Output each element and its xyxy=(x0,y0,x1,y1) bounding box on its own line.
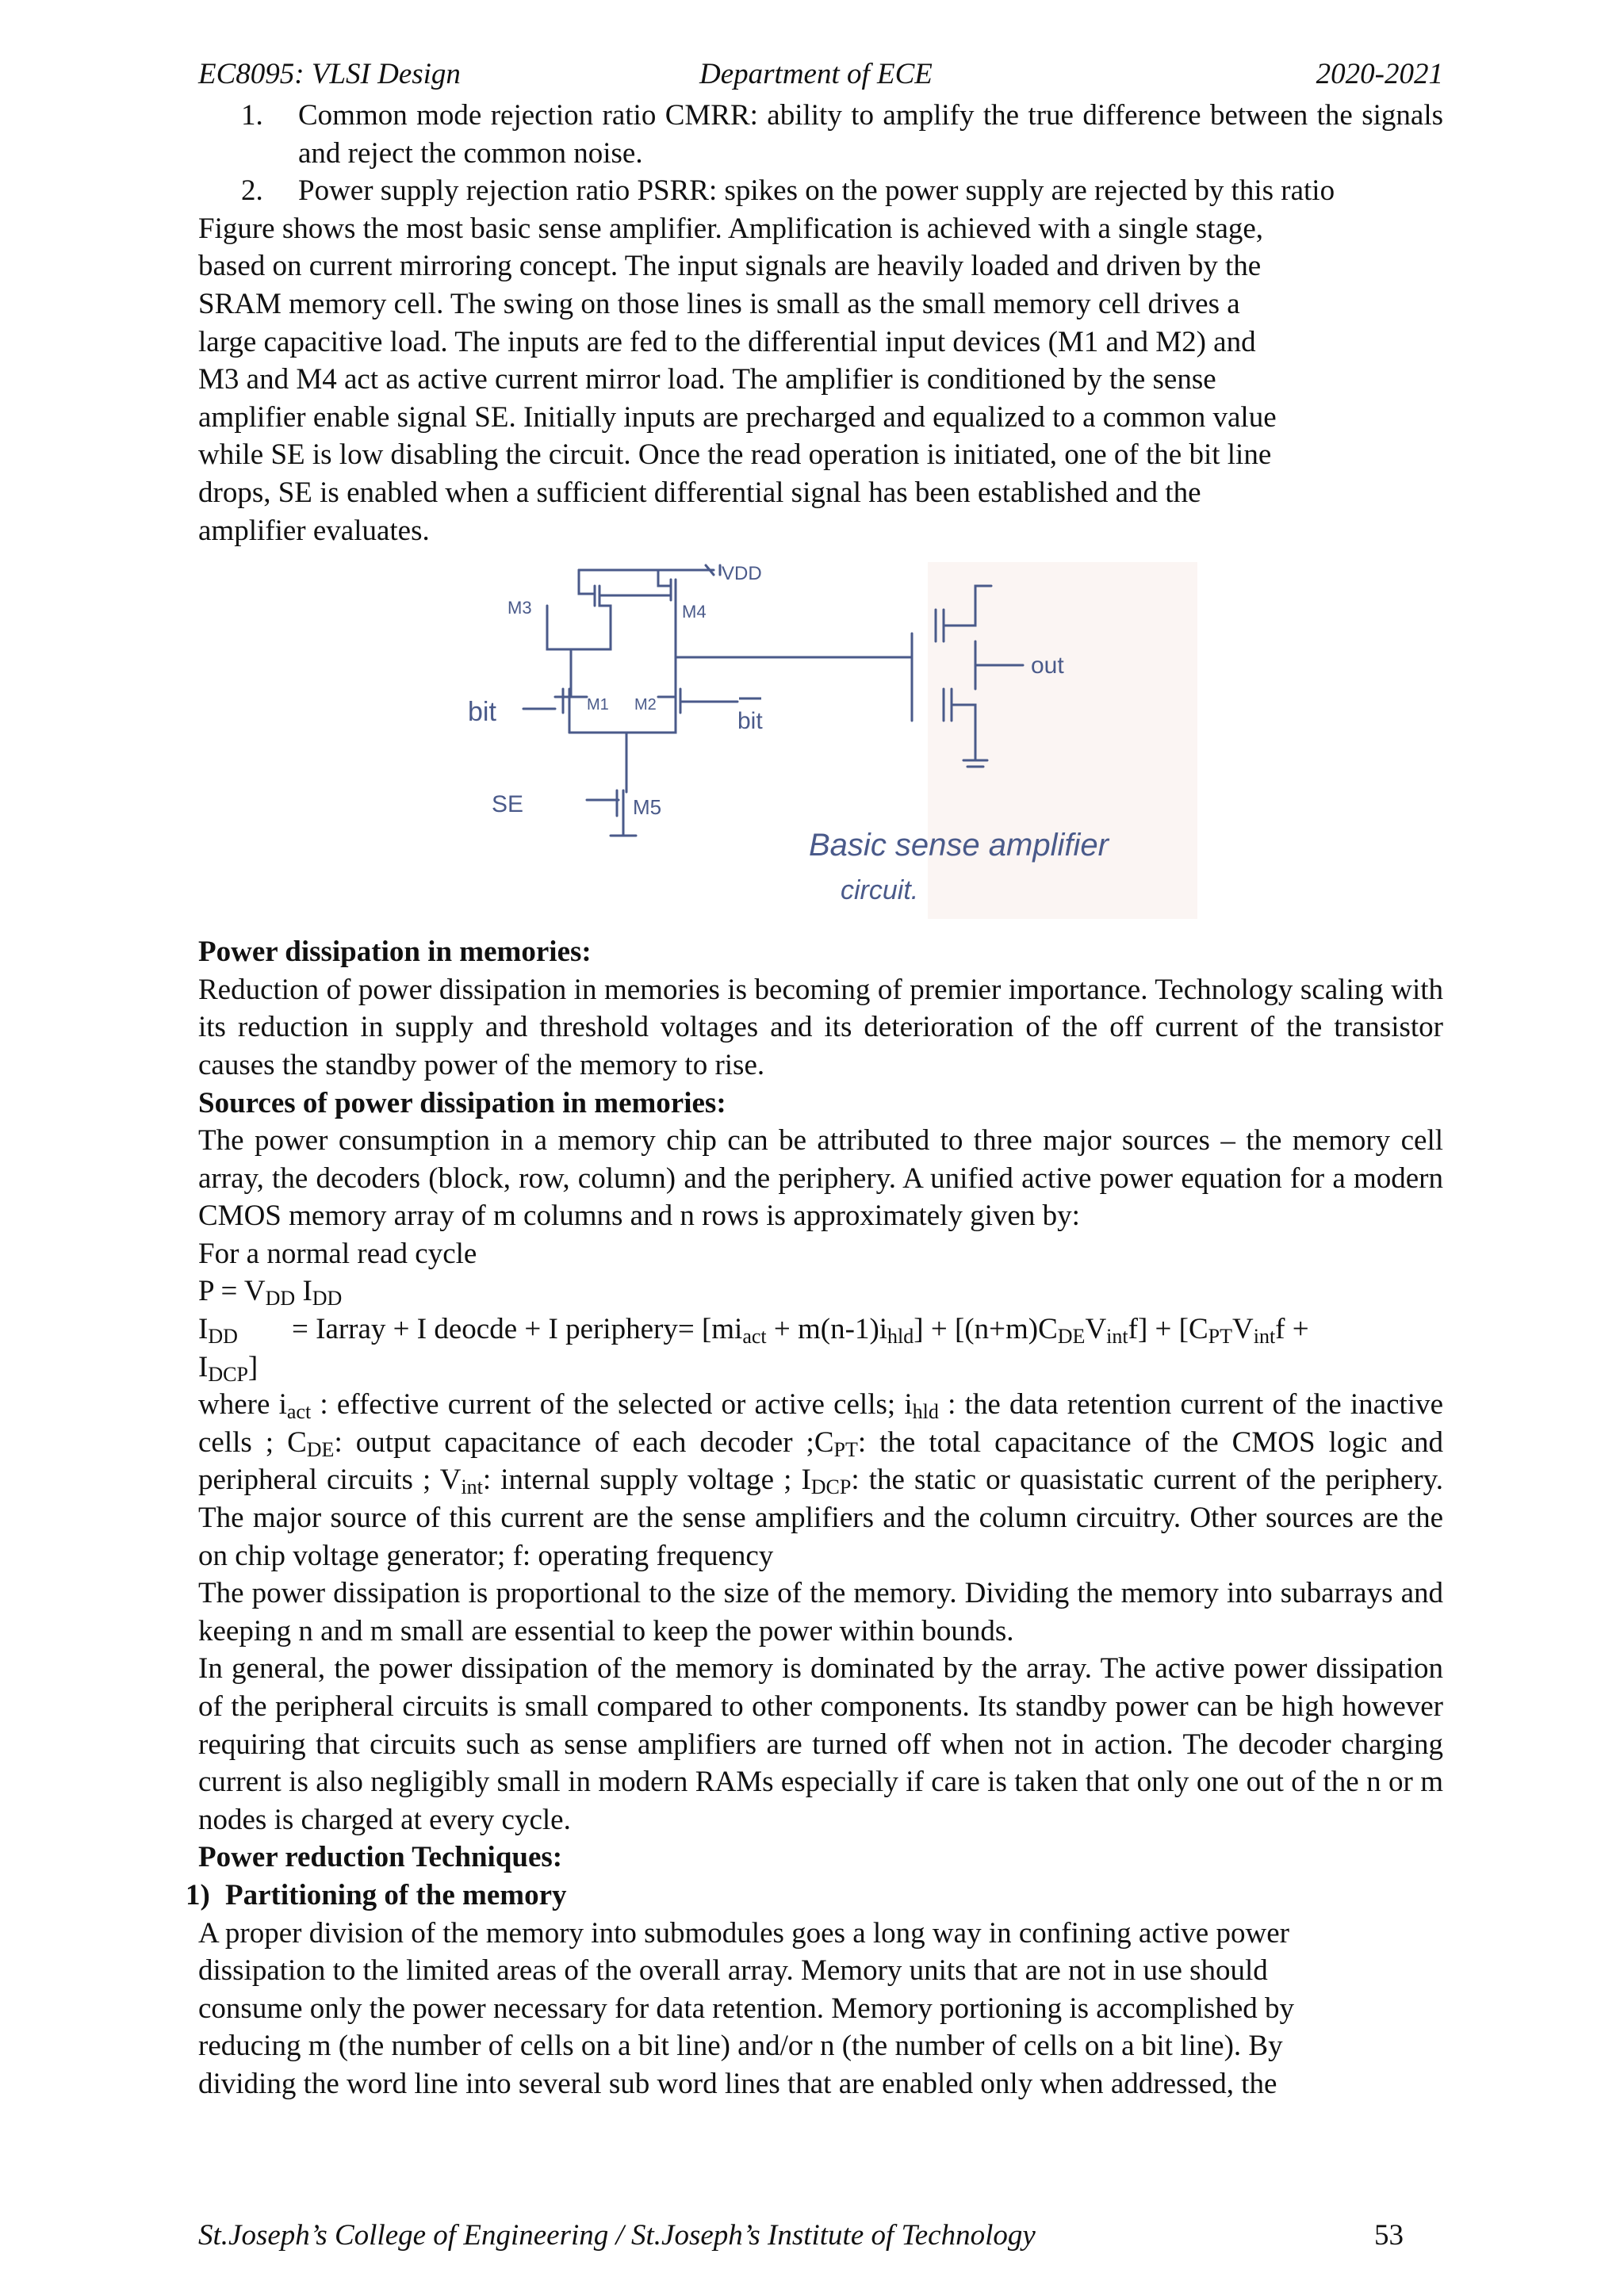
m4-label: M4 xyxy=(682,602,707,622)
header-course: EC8095: VLSI Design xyxy=(198,58,461,90)
figure-caption: Basic sense amplifier xyxy=(809,828,1109,863)
m5-label: M5 xyxy=(633,795,662,820)
header-year: 2020-2021 xyxy=(1316,58,1443,90)
header-department: Department of ECE xyxy=(699,58,933,90)
text-line: drops, SE is enabled when a sufficient differential signal has been established and the xyxy=(198,476,1201,509)
where-paragraph: where $i_{act}$ : effective current of the selected or active cells; $i_{hld}$ : the data retention current of the inactive cells ; $C_{DE}$: output capacitance of each decoder $;C_{PT}$: the total capacitance of the CMOS logic and peripheral circuits ; $V_{int}$: internal supply voltage ; $I_{DCP}$: the static or quasistatic current of the periphery. The major source of this current are the sense amplifiers and the column circuitry. Other sources are the on chip voltage generator; f: operating frequency xyxy=(198,1388,1444,1572)
list-text: Common mode rejection ratio CMRR: ability to amplify the true difference between the signals and reject the common noise. xyxy=(298,99,1443,170)
text-line: large capacitive load. The inputs are fed to the differential input devices (M1 and M2) and xyxy=(198,325,1256,358)
list-item xyxy=(198,172,1443,210)
subheading-partitioning: 1) Partitioning of the memory xyxy=(186,1878,567,1911)
bit-label: bit xyxy=(468,697,496,728)
text-line: Figure shows the most basic sense amplifier. Amplification is achieved with a single stage, xyxy=(198,212,1264,245)
text-line: SRAM memory cell. The swing on those lines is small as the small memory cell drives a xyxy=(198,287,1240,320)
list-item xyxy=(198,97,1443,172)
se-label: SE xyxy=(492,791,524,818)
text-line: reducing m (the number of cells on a bit line) and/or n (the number of cells on a bit line). By xyxy=(198,2030,1283,2063)
heading-power-dissipation: Power dissipation in memories: xyxy=(198,936,592,969)
page-number: 53 xyxy=(1374,2219,1404,2252)
list-text: Power supply rejection ratio PSRR: spikes on the power supply are rejected by this ratio xyxy=(298,174,1335,208)
page-footer xyxy=(198,2218,1404,2258)
sense-amplifier-circuit-sketch xyxy=(468,562,1197,919)
proportional-paragraph: The power dissipation is proportional to the size of the memory. Dividing the memory into subarrays and keeping n and m small are essential to keep the power within bounds. xyxy=(198,1577,1443,1647)
sources-paragraph: The power consumption in a memory chip can be attributed to three major sources – the memory cell array, the decoders (block, row, column) and the periphery. A unified active power equation for a modern CMOS memory array of m columns and n rows is approximately given by: xyxy=(198,1124,1443,1233)
read-cycle-line: For a normal read cycle xyxy=(198,1237,477,1270)
heading-sources: Sources of power dissipation in memories: xyxy=(198,1086,726,1119)
text-line: A proper division of the memory into submodules goes a long way in confining active power xyxy=(198,1916,1289,1950)
text-line: amplifier evaluates. xyxy=(198,514,430,547)
out-label: out xyxy=(1031,652,1064,679)
text-line: while SE is low disabling the circuit. Once the read operation is initiated, one of the bit line xyxy=(198,438,1272,472)
m3-label: M3 xyxy=(508,598,532,618)
ratio-list xyxy=(198,97,1443,210)
power-paragraph: Reduction of power dissipation in memories is becoming of premier importance. Technology scaling with its reduction in supply and threshold voltages and its deterioration of the off current of the transistor causes the standby power of the memory to rise. xyxy=(198,973,1443,1081)
general-paragraph: In general, the power dissipation of the memory is dominated by the array. The active power dissipation of the peripheral circuits is small compared to other components. Its standby power can be high however requiring that circuits such as sense amplifiers are turned off when not in action. The decoder charging current is also negligibly small in modern RAMs especially if care is taken that only one out of the n or m nodes is charged at every cycle. xyxy=(198,1652,1443,1836)
list-number: 1. xyxy=(241,99,263,132)
sense-amplifier-figure xyxy=(468,562,1197,919)
text-line: consume only the power necessary for data retention. Memory portioning is accomplished by xyxy=(198,1992,1294,2025)
vdd-label: VDD xyxy=(722,563,762,585)
text-line: amplifier enable signal SE. Initially inputs are precharged and equalized to a common value xyxy=(198,400,1277,434)
m1-label: M1 xyxy=(587,696,609,714)
text-line: M3 and M4 act as active current mirror load. The amplifier is conditioned by the sense xyxy=(198,363,1216,396)
text-line: dividing the word line into several sub word lines that are enabled only when addressed, the xyxy=(198,2067,1277,2100)
text-line: dissipation to the limited areas of the overall array. Memory units that are not in use should xyxy=(198,1954,1268,1988)
partition-paragraph xyxy=(198,1915,1443,2103)
list-number: 2. xyxy=(241,174,263,208)
sense-amp-paragraph xyxy=(198,210,1443,549)
bitbar-label: bit xyxy=(737,708,763,735)
page-header xyxy=(198,57,1443,97)
m2-label: M2 xyxy=(634,696,657,714)
idd-equation: $I_{DD}$ = Iarray + I deocde + I periphery= $[mi_{act} + m(n-1)i_{hld}] + [(n+m)C_{DE}V_{int}f] + [C_{PT}V_{int}f$ + $I_{DCP}$] xyxy=(198,1313,1309,1386)
power-equation: $P = V_{DD}$ $I_{DD}$ xyxy=(198,1275,343,1311)
footer-institution: St.Joseph’s College of Engineering / St.Joseph’s Institute of Technology xyxy=(198,2219,1036,2252)
heading-power-reduction: Power reduction Techniques: xyxy=(198,1841,563,1874)
figure-caption-continued: circuit. xyxy=(841,875,919,906)
text-line: based on current mirroring concept. The input signals are heavily loaded and driven by the xyxy=(198,250,1262,283)
page-body xyxy=(186,97,1444,2103)
